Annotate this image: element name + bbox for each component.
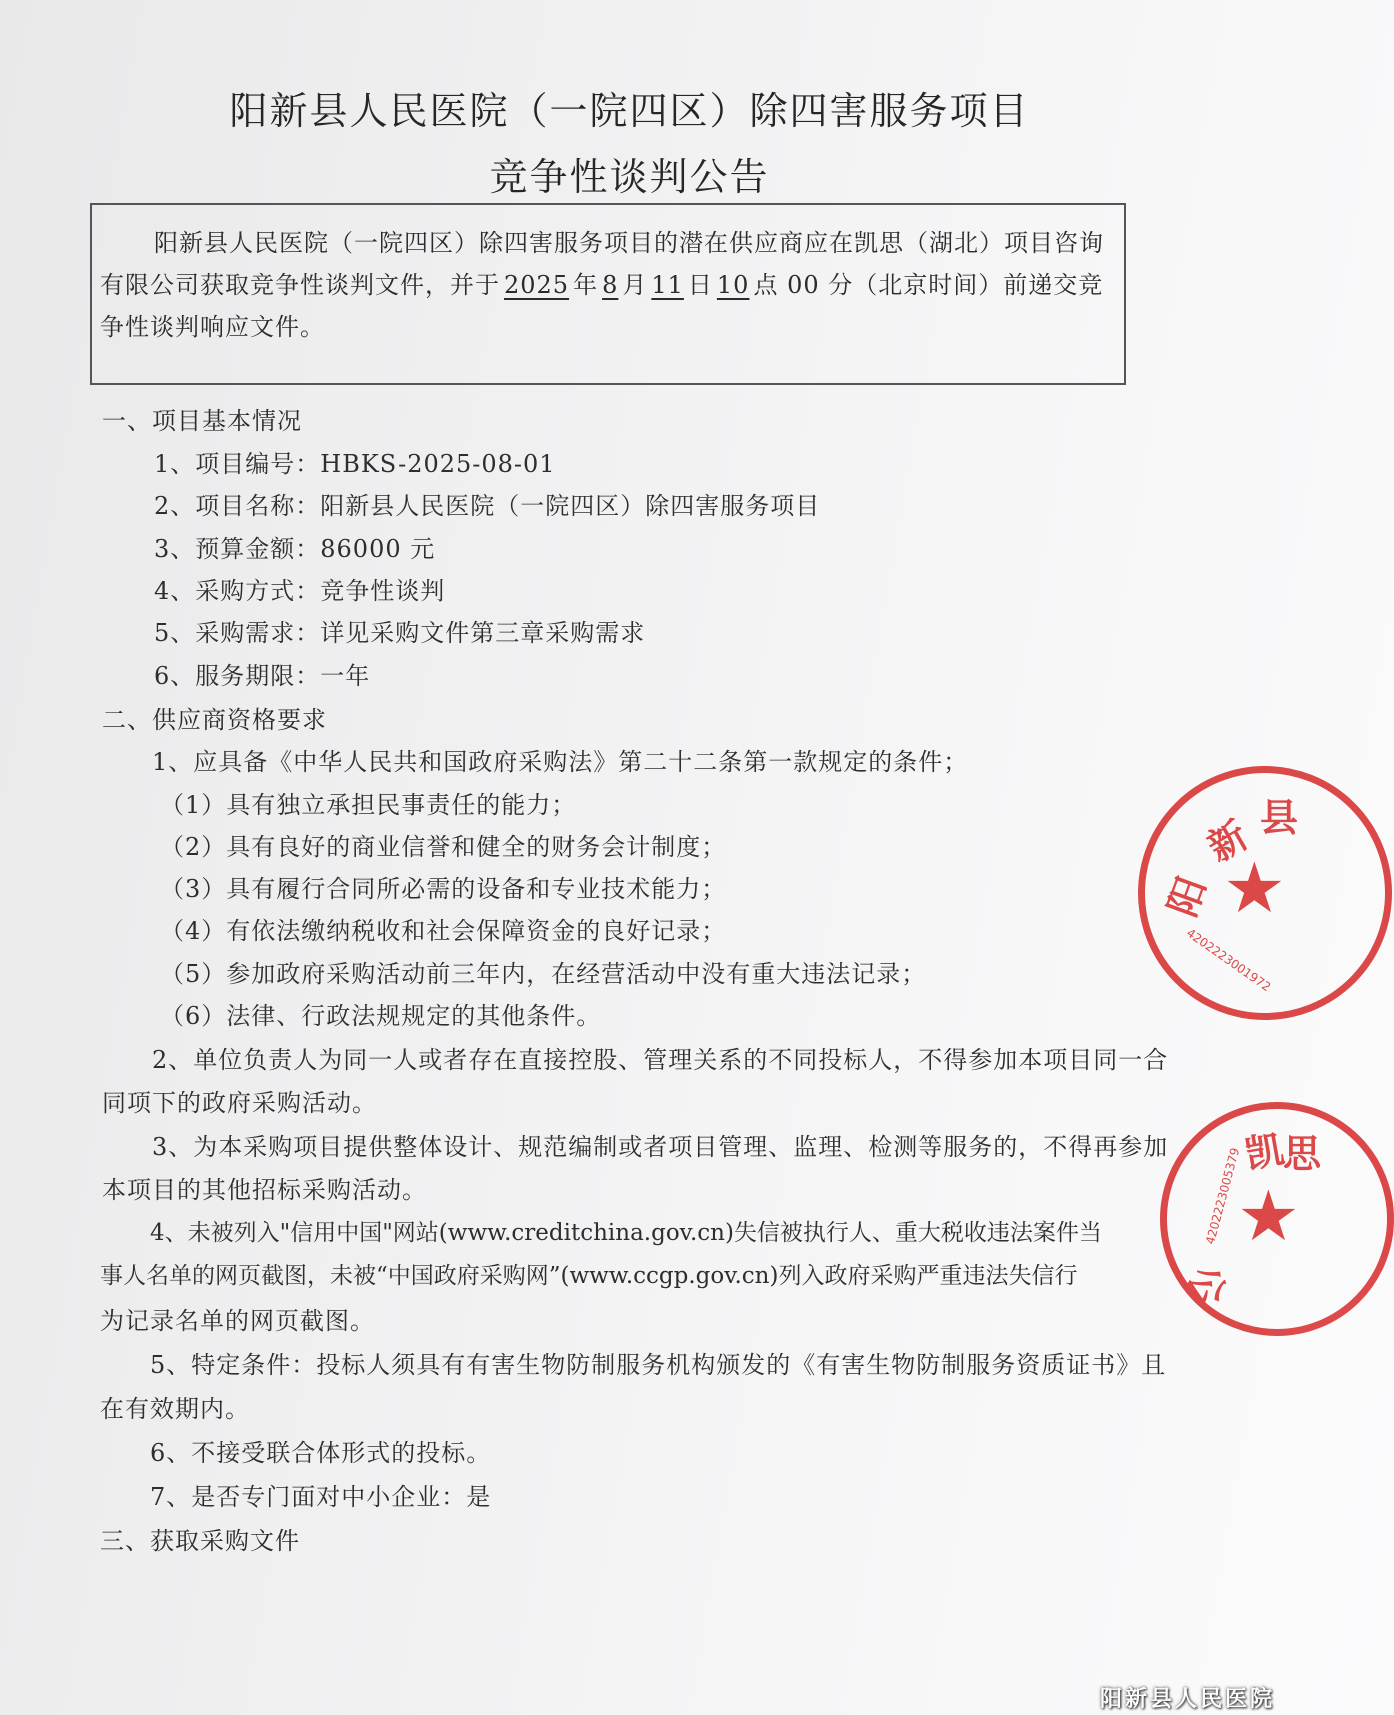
notice-day-unit: 日 (687, 271, 713, 299)
s1-item-1: 1、项目编号：HBKS-2025-08-01 (154, 450, 556, 478)
s2-req-5-line1: 5、特定条件：投标人须具有有害生物防制服务机构颁发的《有害生物防制服务资质证书》且 (150, 1351, 1167, 1379)
s1-item-4: 4、采购方式：竞争性谈判 (154, 577, 446, 605)
s1-item-2: 2、项目名称：阳新县人民医院（一院四区）除四害服务项目 (154, 492, 821, 520)
s2-req-4-line2: 事人名单的网页截图，未被“中国政府采购网”(www.ccgp.gov.cn)列入政府采购严重违法失信行 (100, 1263, 1078, 1289)
s2-req-2-line1: 2、单位负责人为同一人或者存在直接控股、管理关系的不同投标人，不得参加本项目同一合 (152, 1046, 1169, 1074)
document-title: 阳新县人民医院（一院四区）除四害服务项目 (229, 89, 1030, 133)
s2-cond-5: （5）参加政府采购活动前三年内，在经营活动中没有重大违法记录； (160, 960, 927, 988)
s2-cond-2: （2）具有良好的商业信誉和健全的财务会计制度； (160, 833, 727, 861)
s2-req-3-line1: 3、为本采购项目提供整体设计、规范编制或者项目管理、监理、检测等服务的，不得再参加 (152, 1133, 1169, 1161)
document-subtitle: 竞争性谈判公告 (489, 155, 770, 199)
seal-2-char-c: 公 (1178, 1258, 1236, 1314)
s2-cond-4: （4）有依法缴纳税收和社会保障资金的良好记录； (160, 917, 727, 945)
notice-hour: 10 (716, 271, 750, 299)
section-3-heading: 三、获取采购文件 (100, 1527, 300, 1555)
s2-req-4-line3: 为记录名单的网页截图。 (100, 1307, 375, 1335)
watermark: 阳新县人民医院 (1099, 1687, 1275, 1712)
notice-part1: 阳新县人民医院（一院四区）除四害服务项目的潜在供应商应在凯思（湖北）项目咨询有限公司获取竞争性谈判文件，并于 (100, 229, 1104, 299)
s1-item-3: 3、预算金额：86000 元 (154, 535, 436, 563)
notice-year-unit: 年 (573, 271, 599, 299)
section-1-heading: 一、项目基本情况 (102, 407, 302, 435)
notice-text (100, 222, 1120, 348)
notice-month-unit: 月 (622, 271, 648, 299)
official-seal-hospital (1138, 766, 1392, 1020)
s2-req-3-line2: 本项目的其他招标采购活动。 (102, 1176, 427, 1204)
official-seal-agency (1160, 1102, 1394, 1336)
seal-1-char-a: 阳 (1160, 871, 1215, 923)
seal-1-code: 4202223001972 (1183, 925, 1274, 995)
s1-item-5: 5、采购需求：详见采购文件第三章采购需求 (154, 619, 646, 647)
section-2-heading: 二、供应商资格要求 (102, 706, 327, 734)
s2-req-4-line1: 4、未被列入"信用中国"网站(www.creditchina.gov.cn)失信被执行人、重大税收违法案件当 (150, 1220, 1102, 1246)
s2-req-2-line2: 同项下的政府采购活动。 (102, 1089, 377, 1117)
seal-star-icon: ★ (1223, 847, 1286, 929)
s2-req-5-line2: 在有效期内。 (100, 1395, 250, 1423)
s2-cond-3: （3）具有履行合同所必需的设备和专业技术能力； (160, 875, 727, 903)
seal-2-char-b: 思 (1283, 1132, 1322, 1176)
notice-year: 2025 (504, 271, 570, 299)
seal-star-icon: ★ (1237, 1175, 1300, 1257)
s2-cond-6: （6）法律、行政法规规定的其他条件。 (160, 1002, 602, 1030)
seal-1-char-b: 新 (1200, 812, 1256, 871)
notice-month: 8 (602, 271, 619, 299)
seal-1-char-c: 县 (1260, 796, 1299, 840)
s1-item-6: 6、服务期限：一年 (154, 662, 371, 690)
s2-req-7: 7、是否专门面对中小企业：是 (150, 1483, 492, 1511)
notice-day: 11 (651, 271, 684, 299)
s2-req-6: 6、不接受联合体形式的投标。 (150, 1439, 492, 1467)
notice-part2: 点 00 分（北京时间）前递交竞争性谈判响应文件。 (100, 271, 1104, 341)
seal-2-code: 4202223005379 (1203, 1146, 1243, 1246)
s2-cond-1: （1）具有独立承担民事责任的能力； (160, 791, 577, 819)
seal-2-char-a: 凯 (1242, 1126, 1288, 1177)
s2-req-1: 1、应具备《中华人民共和国政府采购法》第二十二条第一款规定的条件； (152, 748, 969, 776)
